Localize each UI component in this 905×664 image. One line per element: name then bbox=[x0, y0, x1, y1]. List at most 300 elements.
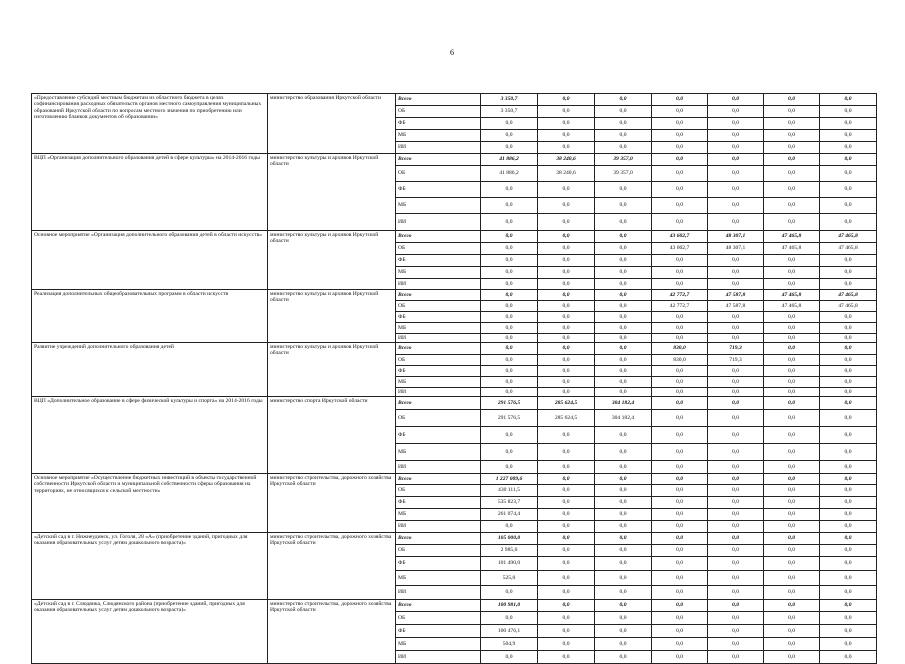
amount-cell: 0,0 bbox=[764, 182, 820, 198]
amount-cell: 0,0 bbox=[538, 521, 595, 533]
amount-cell: 0,0 bbox=[764, 474, 820, 485]
amount-cell: 0,0 bbox=[820, 410, 877, 427]
amount-cell: 0,0 bbox=[595, 557, 652, 571]
amount-cell: 0,0 bbox=[652, 444, 708, 461]
amount-cell: 100 981,0 bbox=[481, 600, 538, 612]
amount-cell: 0,0 bbox=[595, 323, 652, 334]
amount-cell: 0,0 bbox=[481, 586, 538, 600]
amount-cell: 0,0 bbox=[652, 377, 708, 388]
amount-cell: 0,0 bbox=[652, 198, 708, 214]
amount-cell: 0,0 bbox=[652, 600, 708, 612]
amount-cell: 0,0 bbox=[595, 106, 652, 118]
amount-cell: 0,0 bbox=[764, 427, 820, 444]
amount-cell: 0,0 bbox=[764, 651, 820, 664]
amount-cell: 0,0 bbox=[764, 366, 820, 377]
amount-cell: 0,0 bbox=[481, 366, 538, 377]
amount-cell: 0,0 bbox=[652, 279, 708, 290]
amount-cell: 0,0 bbox=[708, 427, 764, 444]
funding-source: МБ bbox=[396, 323, 481, 334]
program-name: Реализация дополнительных общеобразовательных программ в области искусств bbox=[32, 290, 268, 343]
amount-cell: 0,0 bbox=[595, 182, 652, 198]
amount-cell: 0,0 bbox=[538, 651, 595, 664]
table-row-total bbox=[32, 600, 877, 612]
amount-cell: 0,0 bbox=[652, 130, 708, 142]
amount-cell: 0,0 bbox=[595, 638, 652, 651]
amount-cell: 43 602,7 bbox=[652, 231, 708, 243]
amount-cell: 0,0 bbox=[538, 461, 595, 474]
amount-cell: 0,0 bbox=[538, 600, 595, 612]
executor-name: министерство спорта Иркутской области bbox=[268, 397, 396, 474]
amount-cell: 1 227 009,6 bbox=[481, 474, 538, 485]
amount-cell: 0,0 bbox=[708, 166, 764, 182]
amount-cell: 0,0 bbox=[595, 267, 652, 279]
amount-cell: 0,0 bbox=[764, 638, 820, 651]
amount-cell: 0,0 bbox=[764, 497, 820, 509]
amount-cell: 0,0 bbox=[820, 323, 877, 334]
program-name: ВЦП «Организация дополнительного образования детей в сфере культуры» на 2014-2016 годы bbox=[32, 154, 268, 231]
amount-cell: 0,0 bbox=[764, 334, 820, 343]
amount-cell: 0,0 bbox=[538, 290, 595, 301]
amount-cell: 0,0 bbox=[538, 231, 595, 243]
amount-cell: 0,0 bbox=[652, 334, 708, 343]
funding-source: МБ bbox=[396, 571, 481, 586]
amount-cell: 0,0 bbox=[708, 461, 764, 474]
amount-cell: 41 886,2 bbox=[481, 166, 538, 182]
amount-cell: 0,0 bbox=[820, 334, 877, 343]
funding-source: МБ bbox=[396, 267, 481, 279]
amount-cell: 0,0 bbox=[764, 142, 820, 154]
funding-source: МБ bbox=[396, 377, 481, 388]
table-row-total bbox=[32, 343, 877, 355]
amount-cell: 0,0 bbox=[595, 142, 652, 154]
amount-cell: 0,0 bbox=[820, 182, 877, 198]
amount-cell: 0,0 bbox=[652, 255, 708, 267]
amount-cell: 0,0 bbox=[764, 323, 820, 334]
funding-source: Всего bbox=[396, 231, 481, 243]
amount-cell: 0,0 bbox=[764, 154, 820, 166]
amount-cell: 47 465,8 bbox=[764, 301, 820, 312]
executor-name: министерство культуры и архивов Иркутской области bbox=[268, 290, 396, 343]
table-row-total bbox=[32, 154, 877, 166]
amount-cell: 0,0 bbox=[764, 94, 820, 106]
amount-cell: 0,0 bbox=[708, 533, 764, 545]
amount-cell: 0,0 bbox=[538, 106, 595, 118]
amount-cell: 719,3 bbox=[708, 355, 764, 366]
amount-cell: 0,0 bbox=[538, 198, 595, 214]
table-row-total bbox=[32, 290, 877, 301]
amount-cell: 0,0 bbox=[820, 557, 877, 571]
amount-cell: 0,0 bbox=[708, 612, 764, 625]
amount-cell: 0,0 bbox=[708, 255, 764, 267]
amount-cell: 0,0 bbox=[820, 377, 877, 388]
amount-cell: 0,0 bbox=[708, 267, 764, 279]
amount-cell: 0,0 bbox=[595, 255, 652, 267]
amount-cell: 47 587,8 bbox=[708, 301, 764, 312]
amount-cell: 0,0 bbox=[652, 651, 708, 664]
amount-cell: 0,0 bbox=[538, 343, 595, 355]
amount-cell: 0,0 bbox=[820, 166, 877, 182]
amount-cell: 304 182,4 bbox=[595, 410, 652, 427]
amount-cell: 0,0 bbox=[595, 130, 652, 142]
amount-cell: 0,0 bbox=[652, 142, 708, 154]
funding-source: Всего bbox=[396, 290, 481, 301]
amount-cell: 0,0 bbox=[481, 427, 538, 444]
amount-cell: 47 465,8 bbox=[820, 290, 877, 301]
amount-cell: 0,0 bbox=[764, 267, 820, 279]
executor-name: министерство строительства, дорожного хозяйства Иркутской области bbox=[268, 600, 396, 664]
amount-cell: 0,0 bbox=[481, 198, 538, 214]
amount-cell: 0,0 bbox=[595, 279, 652, 290]
amount-cell: 0,0 bbox=[652, 397, 708, 410]
amount-cell: 0,0 bbox=[820, 474, 877, 485]
amount-cell: 47 465,8 bbox=[820, 231, 877, 243]
amount-cell: 0,0 bbox=[820, 521, 877, 533]
funding-source: МБ bbox=[396, 444, 481, 461]
amount-cell: 0,0 bbox=[708, 118, 764, 130]
amount-cell: 0,0 bbox=[538, 474, 595, 485]
amount-cell: 0,0 bbox=[481, 651, 538, 664]
amount-cell: 0,0 bbox=[764, 410, 820, 427]
amount-cell: 47 465,8 bbox=[764, 290, 820, 301]
amount-cell: 0,0 bbox=[708, 485, 764, 497]
amount-cell: 0,0 bbox=[595, 586, 652, 600]
amount-cell: 0,0 bbox=[481, 243, 538, 255]
amount-cell: 0,0 bbox=[595, 571, 652, 586]
amount-cell: 0,0 bbox=[708, 182, 764, 198]
amount-cell: 0,0 bbox=[820, 366, 877, 377]
amount-cell: 0,0 bbox=[595, 625, 652, 638]
amount-cell: 0,0 bbox=[764, 312, 820, 323]
amount-cell: 0,0 bbox=[652, 106, 708, 118]
amount-cell: 0,0 bbox=[481, 388, 538, 397]
table-row-total bbox=[32, 474, 877, 485]
funding-source: ИИ bbox=[396, 214, 481, 231]
program-name: ВЦП «Дополнительное образование в сфере физической культуры и спорта» на 2014-2016 годы bbox=[32, 397, 268, 474]
amount-cell: 0,0 bbox=[538, 545, 595, 557]
funding-source: Всего bbox=[396, 397, 481, 410]
amount-cell: 0,0 bbox=[652, 388, 708, 397]
amount-cell: 0,0 bbox=[820, 485, 877, 497]
amount-cell: 0,0 bbox=[764, 198, 820, 214]
funding-source: ОБ bbox=[396, 243, 481, 255]
amount-cell: 0,0 bbox=[764, 343, 820, 355]
amount-cell: 0,0 bbox=[595, 474, 652, 485]
amount-cell: 0,0 bbox=[652, 94, 708, 106]
amount-cell: 0,0 bbox=[820, 94, 877, 106]
amount-cell: 0,0 bbox=[538, 586, 595, 600]
funding-source: ОБ bbox=[396, 301, 481, 312]
amount-cell: 100 476,1 bbox=[481, 625, 538, 638]
amount-cell: 101 490,0 bbox=[481, 557, 538, 571]
amount-cell: 47 465,8 bbox=[820, 301, 877, 312]
amount-cell: 0,0 bbox=[708, 312, 764, 323]
amount-cell: 0,0 bbox=[481, 142, 538, 154]
funding-source: ОБ bbox=[396, 485, 481, 497]
amount-cell: 39 357,0 bbox=[595, 166, 652, 182]
funding-source: Всего bbox=[396, 94, 481, 106]
amount-cell: 0,0 bbox=[820, 214, 877, 231]
amount-cell: 2 985,0 bbox=[481, 545, 538, 557]
amount-cell: 291 576,5 bbox=[481, 410, 538, 427]
amount-cell: 41 886,2 bbox=[481, 154, 538, 166]
funding-source: ИИ bbox=[396, 279, 481, 290]
amount-cell: 0,0 bbox=[652, 612, 708, 625]
amount-cell: 0,0 bbox=[820, 651, 877, 664]
amount-cell: 0,0 bbox=[652, 521, 708, 533]
amount-cell: 0,0 bbox=[708, 154, 764, 166]
funding-source: ОБ bbox=[396, 166, 481, 182]
amount-cell: 0,0 bbox=[652, 545, 708, 557]
amount-cell: 0,0 bbox=[764, 485, 820, 497]
amount-cell: 0,0 bbox=[652, 182, 708, 198]
amount-cell: 48 307,1 bbox=[708, 243, 764, 255]
funding-source: МБ bbox=[396, 509, 481, 521]
amount-cell: 38 240,6 bbox=[538, 154, 595, 166]
amount-cell: 0,0 bbox=[708, 279, 764, 290]
amount-cell: 0,0 bbox=[764, 106, 820, 118]
amount-cell: 39 357,0 bbox=[595, 154, 652, 166]
amount-cell: 0,0 bbox=[652, 166, 708, 182]
amount-cell: 0,0 bbox=[538, 388, 595, 397]
amount-cell: 42 772,7 bbox=[652, 301, 708, 312]
funding-source: Всего bbox=[396, 343, 481, 355]
amount-cell: 0,0 bbox=[538, 355, 595, 366]
amount-cell: 0,0 bbox=[708, 509, 764, 521]
amount-cell: 0,0 bbox=[481, 301, 538, 312]
amount-cell: 0,0 bbox=[481, 118, 538, 130]
amount-cell: 0,0 bbox=[595, 334, 652, 343]
funding-source: ИИ bbox=[396, 142, 481, 154]
funding-source: ФБ bbox=[396, 255, 481, 267]
amount-cell: 0,0 bbox=[708, 545, 764, 557]
amount-cell: 0,0 bbox=[764, 118, 820, 130]
amount-cell: 43 602,7 bbox=[652, 243, 708, 255]
amount-cell: 0,0 bbox=[595, 243, 652, 255]
amount-cell: 0,0 bbox=[481, 312, 538, 323]
amount-cell: 0,0 bbox=[538, 94, 595, 106]
amount-cell: 0,0 bbox=[652, 485, 708, 497]
amount-cell: 0,0 bbox=[595, 545, 652, 557]
amount-cell: 0,0 bbox=[708, 474, 764, 485]
amount-cell: 0,0 bbox=[652, 497, 708, 509]
amount-cell: 0,0 bbox=[481, 290, 538, 301]
amount-cell: 0,0 bbox=[820, 571, 877, 586]
amount-cell: 0,0 bbox=[538, 638, 595, 651]
amount-cell: 0,0 bbox=[820, 600, 877, 612]
amount-cell: 0,0 bbox=[764, 130, 820, 142]
funding-source: ФБ bbox=[396, 312, 481, 323]
amount-cell: 525,0 bbox=[481, 571, 538, 586]
amount-cell: 0,0 bbox=[764, 377, 820, 388]
amount-cell: 42 772,7 bbox=[652, 290, 708, 301]
amount-cell: 3 350,7 bbox=[481, 94, 538, 106]
amount-cell: 0,0 bbox=[764, 600, 820, 612]
amount-cell: 0,0 bbox=[652, 267, 708, 279]
amount-cell: 0,0 bbox=[820, 625, 877, 638]
amount-cell: 0,0 bbox=[820, 444, 877, 461]
amount-cell: 0,0 bbox=[820, 388, 877, 397]
amount-cell: 0,0 bbox=[764, 533, 820, 545]
amount-cell: 291 576,5 bbox=[481, 397, 538, 410]
amount-cell: 0,0 bbox=[595, 94, 652, 106]
amount-cell: 0,0 bbox=[764, 571, 820, 586]
amount-cell: 0,0 bbox=[481, 521, 538, 533]
amount-cell: 0,0 bbox=[538, 571, 595, 586]
amount-cell: 0,0 bbox=[708, 214, 764, 231]
amount-cell: 0,0 bbox=[820, 130, 877, 142]
amount-cell: 47 465,8 bbox=[764, 231, 820, 243]
amount-cell: 0,0 bbox=[538, 625, 595, 638]
amount-cell: 0,0 bbox=[820, 638, 877, 651]
amount-cell: 0,0 bbox=[820, 267, 877, 279]
amount-cell: 0,0 bbox=[820, 461, 877, 474]
amount-cell: 0,0 bbox=[595, 444, 652, 461]
page-number: 6 bbox=[450, 48, 454, 57]
amount-cell: 47 465,8 bbox=[820, 243, 877, 255]
amount-cell: 0,0 bbox=[708, 323, 764, 334]
amount-cell: 0,0 bbox=[652, 509, 708, 521]
amount-cell: 0,0 bbox=[820, 343, 877, 355]
amount-cell: 0,0 bbox=[595, 533, 652, 545]
amount-cell: 0,0 bbox=[708, 600, 764, 612]
amount-cell: 0,0 bbox=[652, 323, 708, 334]
funding-source: ИИ bbox=[396, 334, 481, 343]
amount-cell: 0,0 bbox=[820, 198, 877, 214]
amount-cell: 0,0 bbox=[595, 214, 652, 231]
amount-cell: 0,0 bbox=[538, 533, 595, 545]
amount-cell: 0,0 bbox=[652, 312, 708, 323]
amount-cell: 0,0 bbox=[708, 388, 764, 397]
amount-cell: 0,0 bbox=[481, 279, 538, 290]
amount-cell: 0,0 bbox=[820, 497, 877, 509]
amount-cell: 0,0 bbox=[538, 182, 595, 198]
amount-cell: 0,0 bbox=[538, 312, 595, 323]
amount-cell: 0,0 bbox=[820, 279, 877, 290]
program-name: «Предоставление субсидий местным бюджетам из областного бюджета в целях софинансирования расходных обязательств органов местного самоуправления муниципальных образований Иркутской области по вопросам местного значения по приобретению или изготовлению бланков документов об образовании» bbox=[32, 94, 268, 154]
executor-name: министерство строительства, дорожного хозяйства Иркутской области bbox=[268, 533, 396, 600]
funding-source: ФБ bbox=[396, 427, 481, 444]
amount-cell: 0,0 bbox=[652, 427, 708, 444]
amount-cell: 0,0 bbox=[595, 198, 652, 214]
amount-cell: 0,0 bbox=[764, 397, 820, 410]
amount-cell: 105 000,0 bbox=[481, 533, 538, 545]
funding-source: Всего bbox=[396, 474, 481, 485]
funding-source: ОБ bbox=[396, 106, 481, 118]
amount-cell: 0,0 bbox=[820, 545, 877, 557]
amount-cell: 0,0 bbox=[595, 355, 652, 366]
amount-cell: 0,0 bbox=[538, 366, 595, 377]
amount-cell: 0,0 bbox=[481, 343, 538, 355]
amount-cell: 535 823,7 bbox=[481, 497, 538, 509]
amount-cell: 0,0 bbox=[595, 118, 652, 130]
amount-cell: 0,0 bbox=[538, 142, 595, 154]
amount-cell: 0,0 bbox=[820, 533, 877, 545]
executor-name: министерство культуры и архивов Иркутской области bbox=[268, 154, 396, 231]
funding-source: ИИ bbox=[396, 521, 481, 533]
funding-source: ОБ bbox=[396, 612, 481, 625]
amount-cell: 0,0 bbox=[708, 397, 764, 410]
amount-cell: 0,0 bbox=[595, 377, 652, 388]
amount-cell: 0,0 bbox=[595, 290, 652, 301]
amount-cell: 430 111,5 bbox=[481, 485, 538, 497]
amount-cell: 0,0 bbox=[481, 267, 538, 279]
amount-cell: 0,0 bbox=[481, 612, 538, 625]
amount-cell: 0,0 bbox=[481, 214, 538, 231]
funding-source: ИИ bbox=[396, 388, 481, 397]
amount-cell: 0,0 bbox=[708, 142, 764, 154]
amount-cell: 0,0 bbox=[481, 355, 538, 366]
funding-source: Всего bbox=[396, 533, 481, 545]
funding-source: МБ bbox=[396, 198, 481, 214]
amount-cell: 0,0 bbox=[708, 410, 764, 427]
amount-cell: 0,0 bbox=[481, 231, 538, 243]
amount-cell: 0,0 bbox=[481, 334, 538, 343]
program-name: «Детский сад в г. Слюдянка, Слюдянского района (приобретение зданий, пригодных для оказания образовательных услуг детям дошкольного возраста)» bbox=[32, 600, 268, 664]
amount-cell: 0,0 bbox=[595, 521, 652, 533]
amount-cell: 0,0 bbox=[820, 586, 877, 600]
amount-cell: 0,0 bbox=[764, 461, 820, 474]
amount-cell: 0,0 bbox=[538, 334, 595, 343]
amount-cell: 0,0 bbox=[764, 255, 820, 267]
amount-cell: 47 465,8 bbox=[764, 243, 820, 255]
executor-name: министерство культуры и архивов Иркутской области bbox=[268, 231, 396, 290]
amount-cell: 261 074,4 bbox=[481, 509, 538, 521]
amount-cell: 0,0 bbox=[538, 377, 595, 388]
program-name: Основное мероприятие «Осуществление бюджетных инвестиций в объекты государственной собственности Иркутской области и муниципальной собственности сферы образования на территориях, не относящихся к сельской местности» bbox=[32, 474, 268, 533]
amount-cell: 0,0 bbox=[595, 366, 652, 377]
amount-cell: 0,0 bbox=[595, 231, 652, 243]
amount-cell: 0,0 bbox=[764, 557, 820, 571]
funding-source: ФБ bbox=[396, 182, 481, 198]
amount-cell: 0,0 bbox=[820, 427, 877, 444]
funding-source: ОБ bbox=[396, 355, 481, 366]
amount-cell: 0,0 bbox=[538, 279, 595, 290]
amount-cell: 0,0 bbox=[595, 388, 652, 397]
amount-cell: 0,0 bbox=[652, 410, 708, 427]
amount-cell: 0,0 bbox=[820, 106, 877, 118]
amount-cell: 0,0 bbox=[764, 388, 820, 397]
amount-cell: 0,0 bbox=[481, 182, 538, 198]
amount-cell: 0,0 bbox=[708, 366, 764, 377]
amount-cell: 0,0 bbox=[764, 214, 820, 231]
funding-source: ФБ bbox=[396, 497, 481, 509]
amount-cell: 0,0 bbox=[538, 243, 595, 255]
funding-source: ИИ bbox=[396, 651, 481, 664]
amount-cell: 0,0 bbox=[764, 509, 820, 521]
amount-cell: 0,0 bbox=[595, 312, 652, 323]
amount-cell: 0,0 bbox=[708, 130, 764, 142]
amount-cell: 0,0 bbox=[538, 612, 595, 625]
amount-cell: 0,0 bbox=[538, 557, 595, 571]
amount-cell: 3 350,7 bbox=[481, 106, 538, 118]
executor-name: министерство образования Иркутской области bbox=[268, 94, 396, 154]
funding-table bbox=[31, 93, 877, 664]
amount-cell: 285 624,5 bbox=[538, 410, 595, 427]
amount-cell: 0,0 bbox=[538, 118, 595, 130]
amount-cell: 0,0 bbox=[708, 557, 764, 571]
amount-cell: 0,0 bbox=[708, 571, 764, 586]
amount-cell: 0,0 bbox=[652, 154, 708, 166]
funding-source: ОБ bbox=[396, 410, 481, 427]
amount-cell: 0,0 bbox=[538, 323, 595, 334]
amount-cell: 0,0 bbox=[764, 166, 820, 182]
amount-cell: 0,0 bbox=[652, 557, 708, 571]
amount-cell: 0,0 bbox=[764, 444, 820, 461]
amount-cell: 0,0 bbox=[820, 355, 877, 366]
amount-cell: 0,0 bbox=[595, 485, 652, 497]
amount-cell: 0,0 bbox=[764, 612, 820, 625]
amount-cell: 0,0 bbox=[764, 355, 820, 366]
